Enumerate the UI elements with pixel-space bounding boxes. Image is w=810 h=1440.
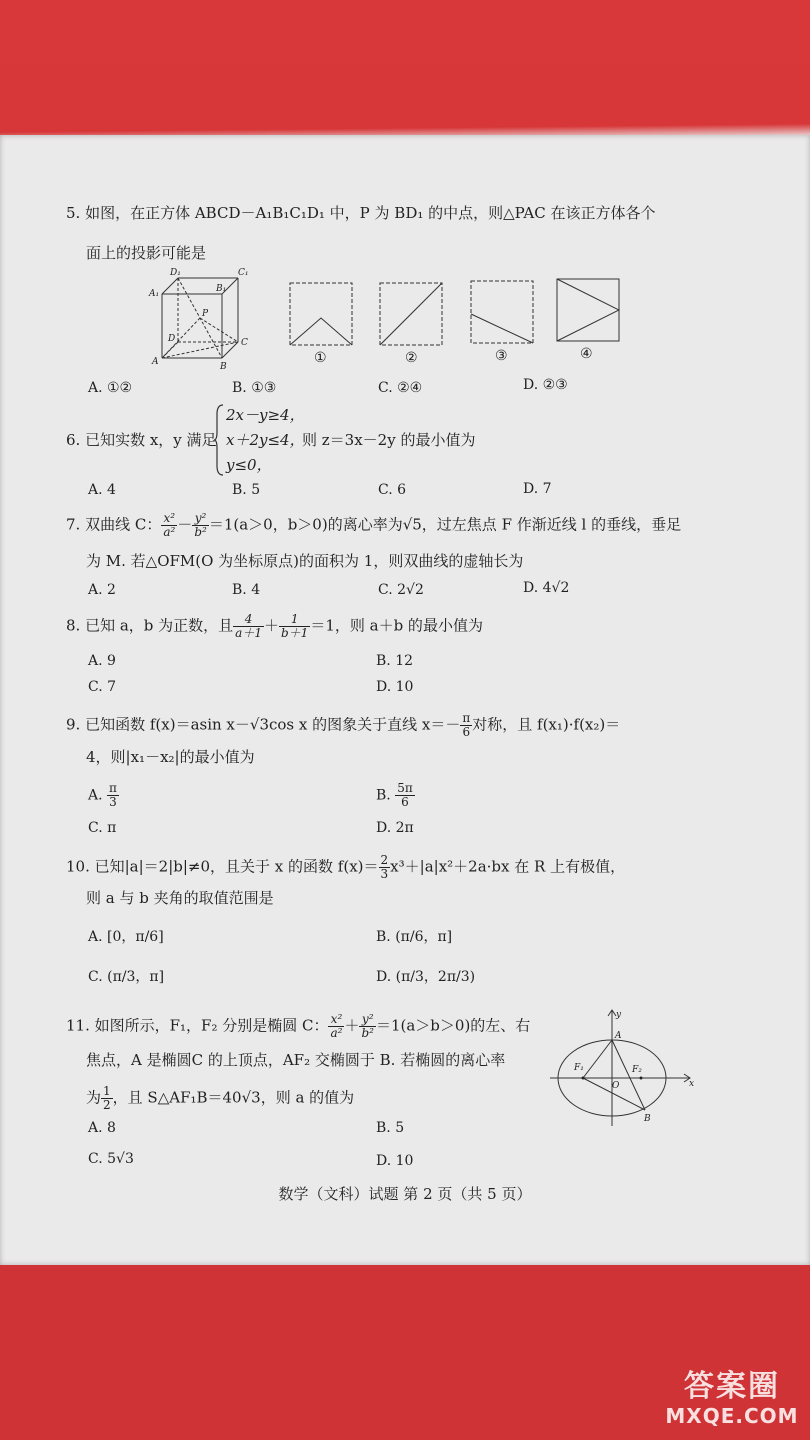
q10-option-c: C. (π/3，π] [88, 969, 165, 985]
cube-label-D: D [168, 334, 176, 344]
cube-label-P: P [202, 309, 209, 319]
q8-option-c: C. 7 [88, 679, 117, 695]
q6-option-a: A. 4 [88, 482, 116, 498]
q10-option-a: A. [0，π/6] [88, 929, 164, 945]
ellipse-label-F2: F₂ [632, 1065, 642, 1075]
cube-label-C: C [241, 338, 248, 348]
q5-line1: 5. 如图，在正方体 ABCD－A₁B₁C₁D₁ 中，P 为 BD₁ 的中点，则△PAC 在该正方体各个 [66, 204, 656, 222]
q6-prefix: 6. 已知实数 x，y 满足 [66, 431, 217, 449]
cube-label-C1: C₁ [238, 268, 249, 278]
q11-option-b: B. 5 [376, 1120, 405, 1136]
projection-4 [556, 278, 620, 342]
projection-4-label: ④ [580, 346, 593, 362]
q9-option-d: D. 2π [376, 820, 414, 836]
q10-line2: 则 a 与 b 夹角的取值范围是 [86, 889, 274, 907]
cube-figure [148, 266, 258, 371]
q8-frac-1: $\frac{4}{a+1}$ [235, 612, 262, 640]
q7-frac-x: $\frac{\text{x²}}{\text{a²}}$ [163, 511, 176, 539]
projection-1 [289, 282, 353, 346]
ellipse-figure [550, 1008, 700, 1128]
q6-option-d: D. 7 [523, 481, 552, 497]
projection-2 [379, 282, 443, 346]
q9-line1: 9. 已知函数 f(x)＝asin x－√3cos x 的图象关于直线 x＝－ $\frac{\pi}{6}$ 对称，且 f(x₁)·f(x₂)＝ [66, 711, 621, 739]
system-brace [213, 404, 225, 476]
q9-option-b: B. $\frac{5\pi}{6}$ [376, 781, 413, 809]
q9-frac: $\frac{\pi}{6}$ [462, 711, 471, 739]
projection-3 [470, 280, 534, 344]
projection-1-label: ① [314, 350, 327, 366]
ellipse-label-B: B [644, 1114, 651, 1124]
q6-constraint-3: y≤0， [226, 456, 272, 474]
q8-line1: 8. 已知 a，b 为正数，且 $\frac{4}{a+1}$ ＋ $\frac{1}{b+1}$ ＝1，则 a＋b 的最小值为 [66, 612, 483, 640]
q8-option-a: A. 9 [88, 653, 116, 669]
ellipse-label-F1: F₁ [574, 1063, 584, 1073]
q7-option-d: D. 4√2 [523, 580, 570, 596]
q10-option-b: B. (π/6，π] [376, 929, 453, 945]
ellipse-label-A: A [615, 1031, 622, 1041]
cube-label-D1: D₁ [170, 268, 181, 278]
q11-option-a: A. 8 [88, 1120, 116, 1136]
q8-option-d: D. 10 [376, 679, 414, 695]
q11-frac-e: $\frac{1}{2}$ [103, 1084, 111, 1112]
q6-constraint-2: x＋2y≤4， [226, 431, 305, 449]
q7-line1: 7. 双曲线 C： $\frac{\text{x²}}{\text{a²}}$ － $\frac{\text{y²}}{\text{b²}}$ ＝1(a＞0，b＞0)的离心率为√5，过左焦点 F 作渐近线 l 的垂线，垂足 [66, 511, 682, 539]
q7-option-c: C. 2√2 [378, 582, 424, 598]
q6-option-b: B. 5 [232, 482, 261, 498]
q9-option-a: A. $\frac{\pi}{3}$ [88, 781, 117, 809]
q11-frac-y: $\frac{\text{y²}}{\text{b²}}$ [361, 1012, 374, 1040]
q11-option-d: D. 10 [376, 1153, 414, 1169]
q6-option-c: C. 6 [378, 482, 407, 498]
watermark-logo [662, 1370, 802, 1434]
q11-line2: 焦点，A 是椭圆C 的上顶点，AF₂ 交椭圆于 B. 若椭圆的离心率 [86, 1051, 506, 1069]
q8-option-b: B. 12 [376, 653, 414, 669]
q7-frac-y: $\frac{\text{y²}}{\text{b²}}$ [194, 511, 207, 539]
q7-option-b: B. 4 [232, 582, 261, 598]
watermark-url: MXQE.COM [665, 1404, 799, 1428]
q6-suffix: 则 z＝3x－2y 的最小值为 [302, 431, 476, 449]
q9-option-c: C. π [88, 820, 117, 836]
q7-line2: 为 M. 若△OFM(O 为坐标原点)的面积为 1，则双曲线的虚轴长为 [86, 552, 524, 570]
q11-line3: 为 $\frac{1}{2}$ ，且 S△AF₁B＝40√3，则 a 的值为 [86, 1084, 355, 1112]
projection-2-label: ② [405, 350, 418, 366]
q10-option-d: D. (π/3，2π/3) [376, 969, 476, 985]
q5-option-a: A. ①② [88, 380, 133, 396]
ellipse-label-x: x [689, 1079, 695, 1089]
q11-frac-x: $\frac{\text{x²}}{\text{a²}}$ [330, 1012, 343, 1040]
cube-label-B: B [220, 362, 227, 371]
q11-line1: 11. 如图所示，F₁，F₂ 分别是椭圆 C： $\frac{\text{x²}}{\text{a²}}$ ＋ $\frac{\text{y²}}{\text{b²}}$ ＝1(a＞b＞0)的左、右 [66, 1012, 531, 1040]
cube-label-B1: B₁ [216, 284, 227, 294]
q11-option-c: C. 5√3 [88, 1151, 134, 1167]
q5-option-c: C. ②④ [378, 380, 423, 396]
q10-line1: 10. 已知|a|＝2|b|≠0，且关于 x 的函数 f(x)＝ $\frac{2}{3}$ x³＋|a|x²＋2a·bx 在 R 上有极值， [66, 853, 626, 881]
q5-option-b: B. ①③ [232, 380, 277, 396]
page-footer: 数学（文科）试题 第 2 页（共 5 页） [278, 1185, 532, 1203]
cube-label-A1: A₁ [149, 289, 160, 299]
cube-label-A: A [152, 357, 159, 367]
projection-3-label: ③ [495, 348, 508, 364]
q10-frac: $\frac{2}{3}$ [380, 853, 389, 881]
q9-line2: 4，则|x₁－x₂|的最小值为 [86, 748, 255, 766]
ellipse-label-y: y [616, 1010, 622, 1020]
q5-option-d: D. ②③ [523, 377, 568, 393]
ellipse-label-O: O [612, 1081, 620, 1091]
q6-constraint-1: 2x－y≥4， [226, 406, 305, 424]
q7-option-a: A. 2 [88, 582, 116, 598]
watermark-title: 答案圈 [684, 1369, 780, 1404]
q5-line2: 面上的投影可能是 [86, 244, 207, 262]
q8-frac-2: $\frac{1}{b+1}$ [280, 612, 309, 640]
